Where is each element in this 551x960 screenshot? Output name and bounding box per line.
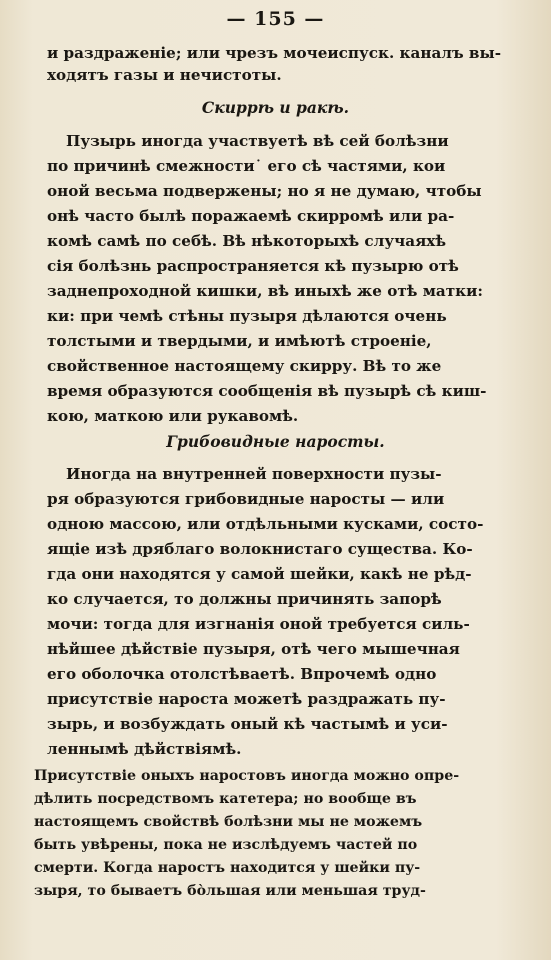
text-line: ко случается, то должны причинять запорѣ (47, 590, 442, 608)
text-line: нѣйшее дѣйствіе пузыря, отѣ чего мышечная (47, 640, 460, 658)
text-line: одною массою, или отдѣльными кусками, состо- (47, 515, 484, 533)
text-line: ящіе изѣ дряблаго волокнистаго существа. Ко- (47, 540, 473, 558)
text-line: время образуются сообщенія вѣ пузырѣ сѣ киш- (47, 382, 487, 400)
text-line: онѣ часто былѣ поражаемѣ скирромѣ или ра- (47, 207, 455, 225)
text-line: смерти. Когда наростъ находится у шейки пу- (34, 860, 421, 876)
page-number: — 155 — (226, 8, 325, 30)
text-line: заднепроходной кишки, вѣ иныхѣ же отѣ матки: (47, 282, 483, 300)
text-line: ходятъ газы и нечистоты. (47, 66, 282, 84)
text-line: сія болѣзнь распространяется кѣ пузырю отѣ (47, 257, 459, 275)
text-line: леннымѣ дѣйствіямѣ. (47, 740, 242, 758)
text-line: дѣлить посредствомъ катетера; но вообще въ (34, 791, 417, 807)
text-line: присутствіе нароста можетѣ раздражать пу- (47, 690, 446, 708)
text-line: ки: при чемѣ стѣны пузыря дѣлаются очень (47, 307, 447, 325)
text-line: кою, маткою или рукавомѣ. (47, 407, 299, 425)
text-line: мочи: тогда для изгнанія оной требуется силь- (47, 615, 470, 633)
text-line: его оболочка отолстѣваетѣ. Впрочемѣ одно (47, 665, 437, 683)
text-line: настоящемъ свойствѣ болѣзни мы не можемъ (34, 814, 423, 830)
text-line: по причинѣ смежности˙ его сѣ частями, кои (47, 157, 446, 175)
text-line: зырь, и возбуждать оный кѣ частымѣ и уси- (47, 715, 448, 733)
section-heading-scirrhus: Скиррѣ и ракѣ. (201, 98, 350, 117)
text-line: зыря, то бываетъ бо̀льшая или меньшая труд- (34, 883, 426, 899)
text-line: толстыми и твердыми, и имѣютѣ строеніе, (47, 332, 432, 350)
text-line: оной весьма подвержены; но я не думаю, чтобы (47, 182, 482, 200)
text-line: и раздраженіе; или чрезъ мочеиспуск. каналъ вы- (47, 44, 502, 62)
text-line: Пузырь иногда участвуетѣ вѣ сей болѣзни (66, 132, 449, 150)
section-heading-fungoid: Грибовидные наросты. (166, 432, 385, 451)
text-line: Иногда на внутренней поверхности пузы- (66, 465, 442, 483)
text-line: комѣ самѣ по себѣ. Вѣ нѣкоторыхѣ случаяхѣ (47, 232, 447, 250)
text-line: Присутствіе оныхъ наростовъ иногда можно опре- (34, 768, 460, 784)
text-line: быть увѣрены, пока не изслѣдуемъ частей по (34, 837, 418, 853)
text-line: свойственное настоящему скирру. Вѣ то же (47, 357, 442, 375)
text-line: гда они находятся у самой шейки, какѣ не рѣд- (47, 565, 472, 583)
text-line: ря образуются грибовидные наросты — или (47, 490, 445, 508)
